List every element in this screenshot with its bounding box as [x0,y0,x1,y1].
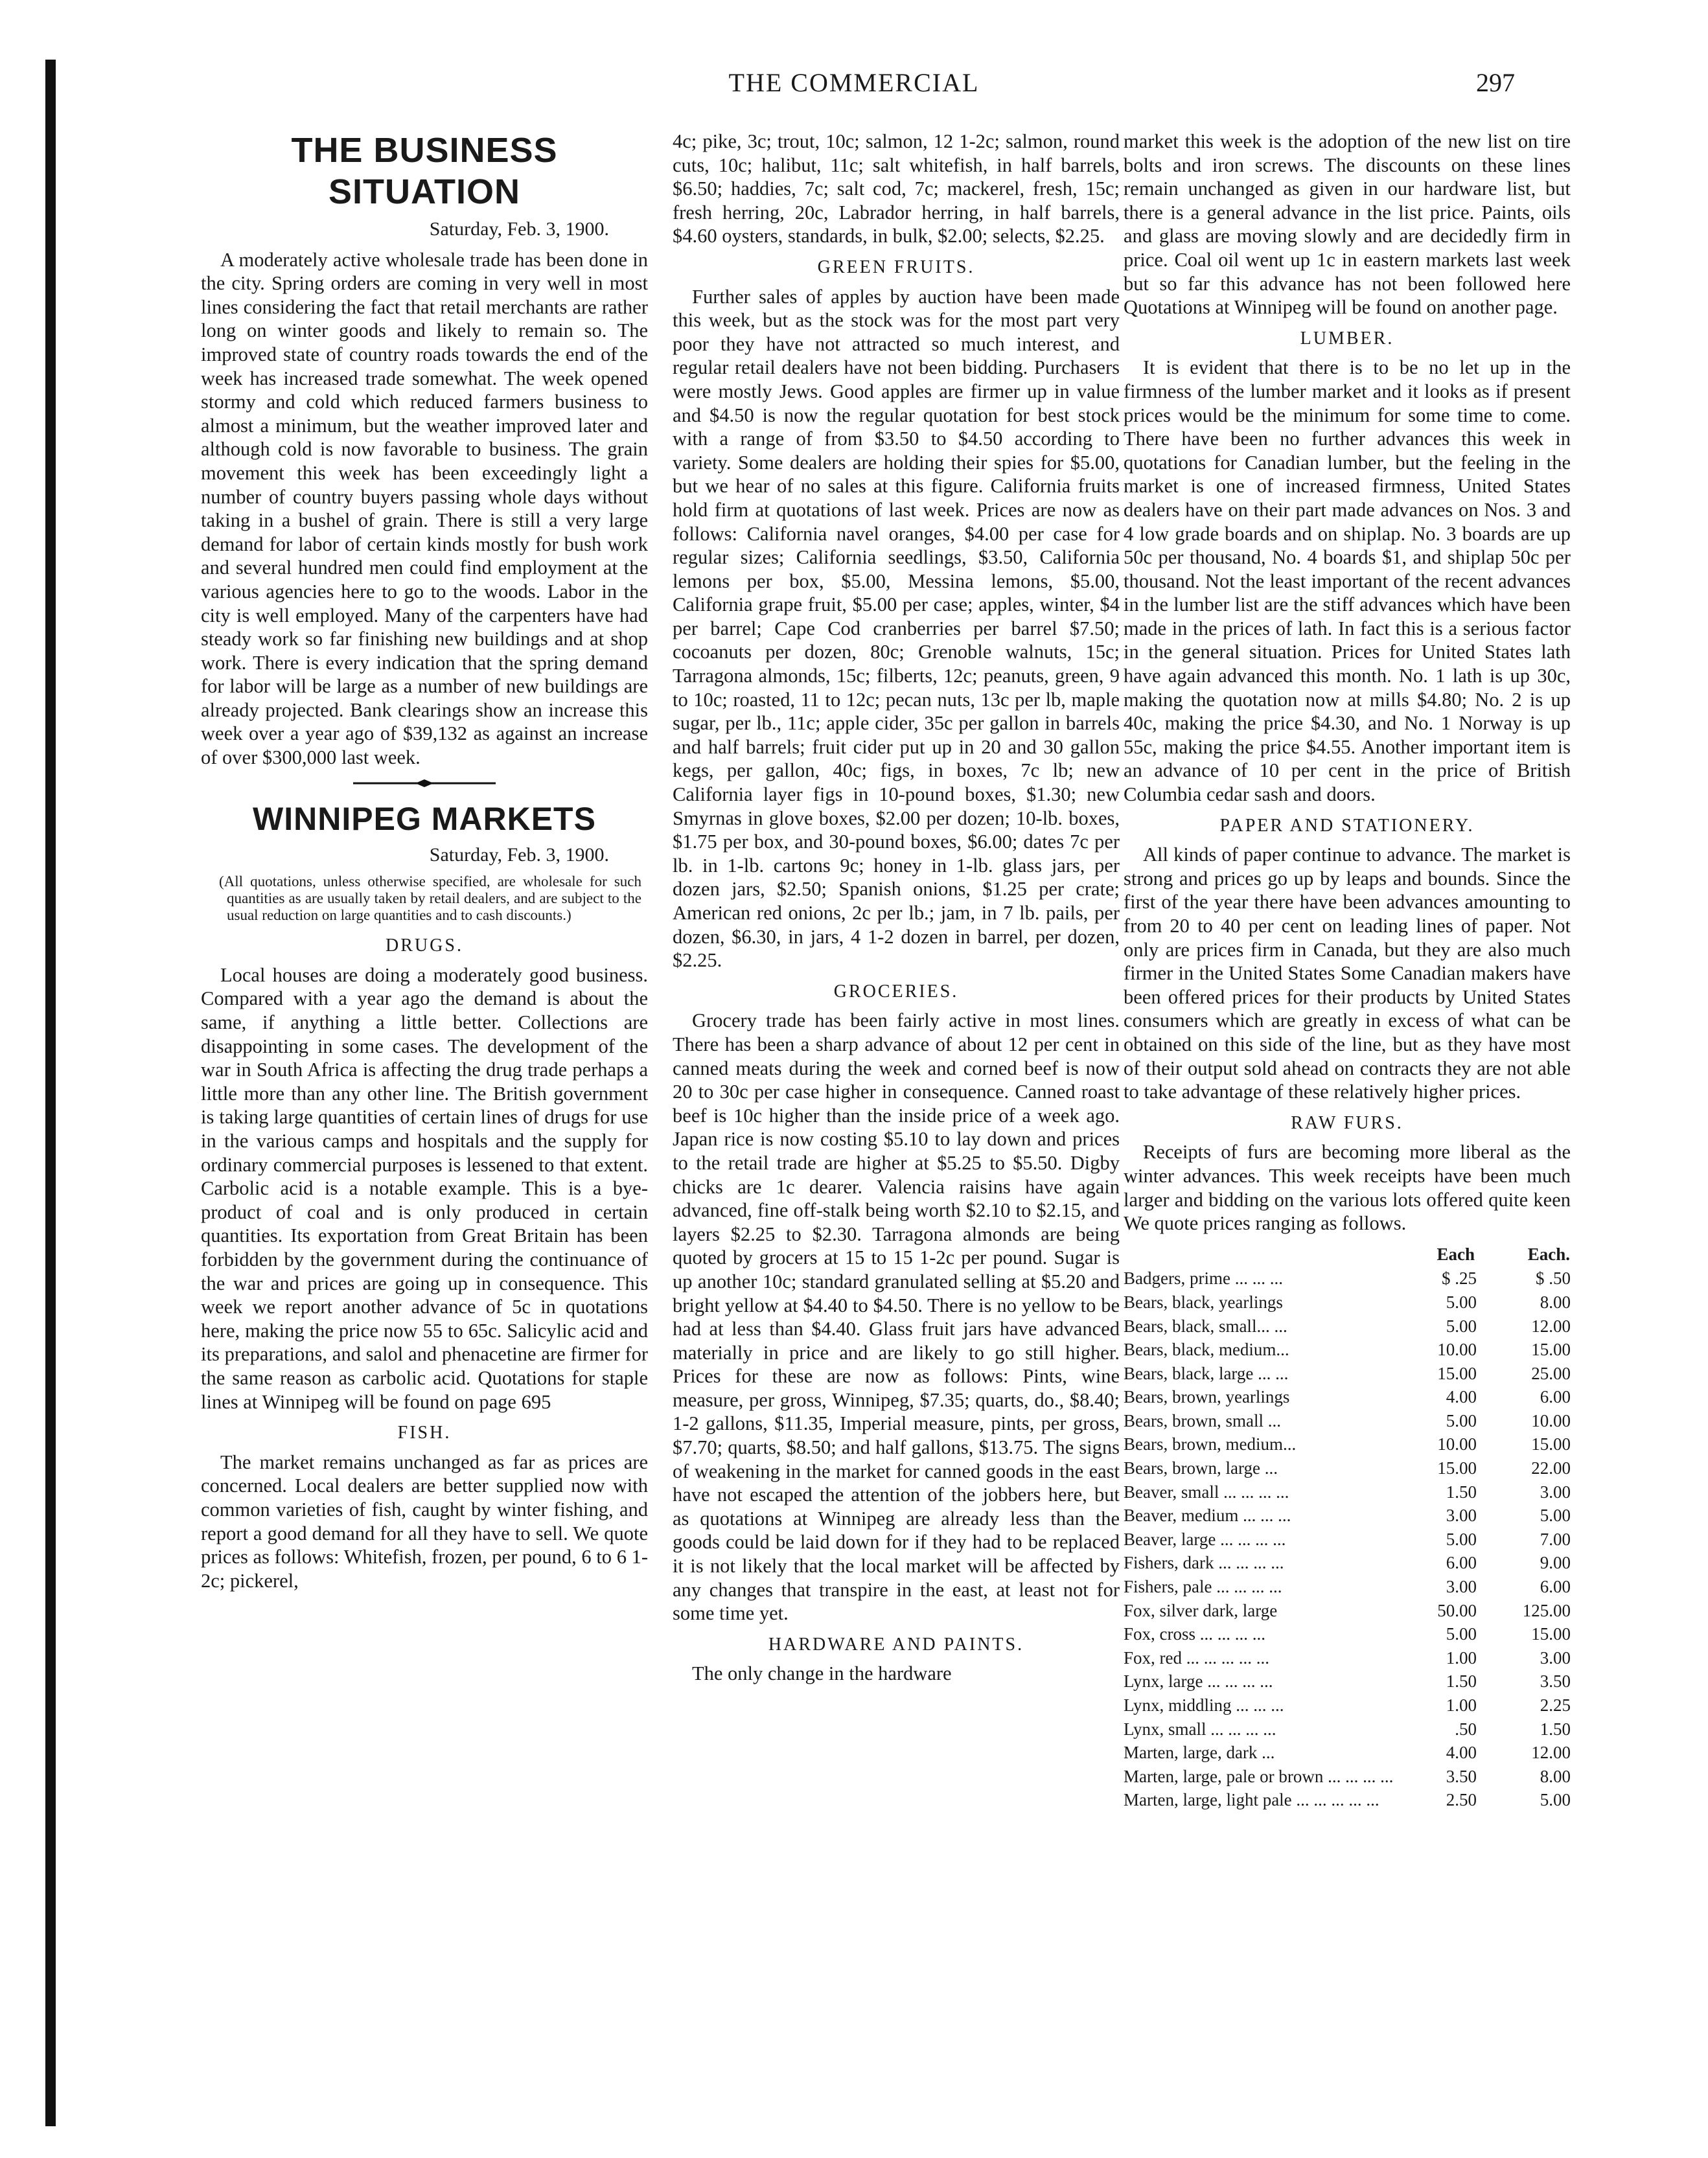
fur-name: Fox, cross ... ... ... ... [1124,1624,1266,1644]
fur-price-row [1124,1385,1571,1409]
fur-price-low: 5.00 [1446,1624,1477,1644]
fur-name: Marten, large, pale or brown ... ... ... ... [1124,1766,1394,1786]
fish-heading: FISH. [397,1423,452,1443]
fur-price-low: 5.00 [1446,1410,1477,1430]
fur-name: Marten, large, light pale ... ... ... ... ... [1124,1790,1379,1810]
fur-price-low: 2.50 [1446,1790,1477,1810]
fur-price-low: 6.00 [1446,1553,1477,1573]
fur-name: Beaver, large ... ... ... ... [1124,1529,1286,1549]
fur-price-table [1124,1267,1571,1812]
lumber-heading: LUMBER. [1300,328,1394,349]
green-fruits-heading: GREEN FRUITS. [817,257,975,277]
fur-price-high: 15.00 [1531,1624,1571,1644]
fur-col-low-header: Each [1437,1244,1475,1264]
fur-price-high: 15.00 [1531,1340,1571,1360]
fur-price-row [1124,1670,1571,1693]
fur-col-high-header: Each. [1527,1244,1570,1264]
publication-title: THE COMMERCIAL [728,68,980,97]
fur-price-row [1124,1741,1571,1765]
drugs-body: Local houses are doing a moderately good business. Compared with a year ago the demand is about the same, if anything a little better. Collections are disappointing in some cases. The development of the war in South Africa is affecting the drug trade perhaps a little more than any other line. The British government is taking large quantities of certain lines of drugs for use in the various camps and hospitals and the supply for ordinary commercial purposes is lessened to that extent. Carbolic acid is a notable example. This is a bye-product of coal and is only produced in certain quantities. Its exportation from Great Britain has been forbidden by the government during the continuance of the war and prices are going up in consequence. This week we report another advance of 5c in quotations here, making the price now 55 to 65c. Salicylic acid and its preparations, and salol and phenacetine are firmer for the same reason as carbolic acid. Quotations for staple lines at Winnipeg will be found on page 695 [201,963,648,1413]
fur-price-high: 6.00 [1540,1387,1571,1407]
fur-price-high: 10.00 [1531,1410,1571,1430]
fur-price-low: 5.00 [1446,1316,1477,1336]
hardware-body-part1: The only change in the hardware [692,1662,952,1685]
business-dateline: Saturday, Feb. 3, 1900. [429,218,609,240]
fur-price-rows [1124,1267,1571,1812]
paper-body: All kinds of paper continue to advance. The market is strong and prices go up by leaps and bounds. Since the first of the year there have been advances amounting to from 20 to 40 per cent on leading lines of paper. Not only are prices firm in Canada, but they are also much firmer in the United States Some Canadian makers have been offered prices for their products by United States consumers which are greatly in excess of what can be obtained on this side of the line, but as they have most of their output sold ahead on contracts they are not able to take advantage of these relatively higher prices. [1124,844,1571,1103]
fur-price-low: 10.00 [1437,1434,1477,1454]
lumber-body: It is evident that there is to be no let up in the firmness of the lumber market and it looks as if present prices would be the minimum for some time to come. There have been no further advances this week in quotations for Canadian lumber, but the feeling in the market is one of increased firmness, United States dealers have on their part made advances on Nos. 3 and 4 low grade boards and on shiplap. No. 3 boards are up 50c per thousand, No. 4 boards $1, and shiplap 50c per thousand. Not the least important of the recent advances in the lumber list are the stiff advances which have been made in the prices of lath. In fact this is a serious factor in the general situation. Prices for United States lath have again advanced this month. No. 1 lath is up 30c, making the quotation now at mills $4.80; No. 2 is up 40c, making the price $4.30, and No. 1 Norway is up 55c, making the price $4.55. Another important item is an advance of 10 per cent in the price of British Columbia cedar sash and doors. [1124,356,1571,806]
fur-price-high: 3.50 [1540,1671,1571,1692]
fur-price-row [1124,1717,1571,1741]
fur-price-low: 15.00 [1437,1458,1477,1478]
fur-name: Fishers, dark ... ... ... ... [1124,1553,1284,1573]
fur-price-row [1124,1788,1571,1812]
fur-price-row [1124,1362,1571,1386]
green-fruits-body: Further sales of apples by auction have been made this week, but as the stock was for the most part very poor they have not attracted so much interest, and regular retail dealers have not been bidding. Purchasers were mostly Jews. Good apples are firmer up in value and $4.50 is now the regular quotation for best stock with a range of from $3.50 to $4.50 according to variety. Some dealers are holding their spies for $5.00, but we hear of no sales at this figure. California fruits hold firm at quotations of last week. Prices are now as follows: California navel oranges, $4.00 per case for regular sizes; California seedlings, $3.50, California lemons per box, $5.00, Messina lemons, $5.00, California grape fruit, $5.00 per case; apples, winter, $4 per barrel; Cape Cod cranberries per barrel $7.50; cocoanuts per dozen, 80c; Grenoble walnuts, 15c; Tarragona almonds, 15c; filberts, 12c; peanuts, green, 9 to 10c; roasted, 11 to 12c; pecan nuts, 13c per lb, maple sugar, per lb., 11c; apple cider, 35c per gallon in barrels and half barrels; fruit cider put up in 20 and 30 gallon kegs, per gallon, 40c; figs, in boxes, 7c lb; new California layer figs in 10-pound boxes, $1.30; new Smyrnas in glove boxes, $2.00 per dozen; 10-lb. boxes, $1.75 per box, and 30-pound boxes, $6.00; dates 7c per lb. in 1-lb. cartons 9c; honey in 1-lb. glass jars, per dozen jars, $2.50; Spanish onions, $1.25 per crate; American red onions, 2c per lb.; jam, in 7 lb. pails, per dozen, $6.30, in jars, 4 1-2 dozen in barrel, per dozen, $2.25. [673,285,1120,972]
fur-price-high: $ .50 [1536,1268,1571,1289]
fur-price-row [1124,1575,1571,1599]
fur-price-row [1124,1480,1571,1504]
fur-name: Bears, brown, small ... [1124,1410,1281,1430]
fur-price-row [1124,1599,1571,1623]
fur-price-low: 3.50 [1446,1766,1477,1786]
fur-price-high: 7.00 [1540,1529,1571,1549]
fur-price-row [1124,1338,1571,1362]
fur-price-low: 15.00 [1437,1363,1477,1383]
business-situation-heading: THE BUSINESS SITUATION [291,131,558,211]
fur-price-high: 15.00 [1531,1434,1571,1454]
fur-price-row [1124,1504,1571,1528]
groceries-heading: GROCERIES. [833,981,959,1002]
fur-name: Fox, silver dark, large [1124,1600,1278,1620]
fur-price-low: 3.00 [1446,1577,1477,1597]
fur-name: Beaver, small ... ... ... ... [1124,1482,1289,1502]
fur-price-high: 125.00 [1522,1600,1571,1620]
fur-price-row [1124,1646,1571,1670]
fur-name: Bears, black, medium... [1124,1340,1289,1360]
fur-price-low: 4.00 [1446,1387,1477,1407]
fur-price-low: 3.00 [1446,1506,1477,1526]
fur-price-low: 1.00 [1446,1647,1477,1668]
hardware-body-part2: market this week is the adoption of the new list on tire bolts and iron screws. The discounts on these lines remain unchanged as given in our hardware list, but there is a general advance in the list price. Paints, oils and glass are moving slowly and are decidedly firm in price. Coal oil went up 1c in eastern markets last week but so far this advance has not been followed here Quotations at Winnipeg will be found on another page. [1124,130,1571,319]
hardware-heading: HARDWARE AND PAINTS. [768,1634,1024,1655]
fur-name: Bears, brown, large ... [1124,1458,1278,1478]
column-3 [1124,130,1571,2135]
fur-price-low: 10.00 [1437,1340,1477,1360]
fur-price-high: 6.00 [1540,1577,1571,1597]
left-margin-rule [45,60,56,2126]
fur-price-high: 3.00 [1540,1482,1571,1502]
fur-name: Lynx, small ... ... ... ... [1124,1719,1276,1739]
fur-price-row [1124,1291,1571,1314]
fur-price-row [1124,1622,1571,1646]
raw-furs-body: Receipts of furs are becoming more liberal as the winter advances. This week receipts have been much larger and bidding on the various lots offered quite keen We quote prices ranging as follows. [1124,1141,1571,1235]
fur-price-low: 5.00 [1446,1292,1477,1312]
fur-name: Fox, red ... ... ... ... ... [1124,1647,1269,1668]
fur-name: Beaver, medium ... ... ... [1124,1506,1291,1526]
groceries-body: Grocery trade has been fairly active in most lines. There has been a sharp advance of about 12 per cent in canned meats during the week and corned beef is now 20 to 30c per case higher in consequence. Canned roast beef is 10c higher than the inside price of a week ago. Japan rice is now costing $5.10 to lay down and prices to the retail trade are higher at $5.25 to $5.50. Digby chicks are 1c dearer. Valencia raisins have again advanced, fine off-stalk being worth $2.10 to $2.15, and layers $2.25 to $2.30. Tarragona almonds are being quoted by grocers at 15 to 15 1-2c per pound. Sugar is up another 10c; standard granulated selling at $5.20 and bright yellow at $4.40 to $4.50. There is no yellow to be had at less than $4.40. Glass fruit jars have advanced materially in price and are likely to go still higher. Prices for these are now as follows: Pints, wine measure, per gross, Winnipeg, $7.35; quarts, do., $8.40; 1-2 gallons, $11.35, Imperial measure, pints, per gross, $7.70; quarts, $8.50; and half gallons, $13.75. The signs of weakening in the market for canned goods in the east have not escaped the attention of the jobbers here, but as quotations at Winnipeg are already less than the goods could be laid down for if they had to be replaced it is not likely that the local market will be affected by any changes that transpire in the east, at least not for some time yet. [673,1009,1120,1625]
fish-body-part2: 4c; pike, 3c; trout, 10c; salmon, 12 1-2c; salmon, round cuts, 10c; halibut, 11c; salt whitefish, in half barrels, $6.50; haddies, 7c; salt cod, 7c; mackerel, fresh, 15c; fresh herring, 20c, Labrador herring, in half barrels, $4.60 oysters, standards, in bulk, $2.00; selects, $2.25. [673,130,1120,247]
fur-price-row [1124,1693,1571,1717]
fur-price-low: 1.00 [1446,1695,1477,1715]
fur-price-high: 5.00 [1540,1790,1571,1810]
fur-name: Marten, large, dark ... [1124,1743,1275,1763]
drugs-heading: DRUGS. [386,936,463,956]
fur-price-high: 12.00 [1531,1743,1571,1763]
fur-price-row [1124,1409,1571,1433]
fur-name: Lynx, large ... ... ... ... [1124,1671,1273,1692]
fur-price-high: 22.00 [1531,1458,1571,1478]
fur-name: Bears, brown, yearlings [1124,1387,1290,1407]
fur-name: Fishers, pale ... ... ... ... [1124,1577,1282,1597]
fur-price-low: 50.00 [1437,1600,1477,1620]
fur-price-low: 4.00 [1446,1743,1477,1763]
business-body: A moderately active wholesale trade has been done in the city. Spring orders are coming in very well in most lines considering the fact that retail merchants are rather long on winter goods and likely to remain so. The improved state of country roads towards the end of the week has increased trade somewhat. The week opened stormy and cold which reduced farmers business to almost a minimum, but the weather improved later and although cold is now favorable to business. The grain movement this week has been exceedingly light a number of country buyers passing whole days without taking in a bushel of grain. There is still a very large demand for labor of certain kinds mostly for bush work and several hundred men could find employment at the various agencies here to go to the woods. Labor in the city is well employed. Many of the carpenters have had steady work so far finishing new buildings and at shop work. There is every indication that the spring demand for labor will be large as a number of new buildings are already projected. Bank clearings show an increase this week over a year ago of $39,132 as against an increase of over $300,000 last week. [201,248,648,769]
fur-price-row [1124,1551,1571,1575]
fur-price-low: 5.00 [1446,1529,1477,1549]
fur-price-high: 8.00 [1540,1292,1571,1312]
fur-price-high: 25.00 [1531,1363,1571,1383]
fur-name: Bears, black, small... ... [1124,1316,1287,1336]
fur-price-row [1124,1314,1571,1338]
fur-price-header [1124,1242,1571,1267]
fur-price-low: 1.50 [1446,1482,1477,1502]
fur-price-high: 1.50 [1540,1719,1571,1739]
fish-body-part1: The market remains unchanged as far as prices are concerned. Local dealers are better supplied now with common varieties of fish, caught by winter fishing, and report a good demand for all they have to sell. We quote prices as follows: Whitefish, frozen, per pound, 6 to 6 1-2c; pickerel, [201,1451,648,1592]
fur-price-high: 9.00 [1540,1553,1571,1573]
fur-price-row [1124,1432,1571,1456]
raw-furs-heading: RAW FURS. [1291,1112,1403,1133]
fur-price-row [1124,1267,1571,1291]
fur-price-low: $ .25 [1442,1268,1477,1289]
winnipeg-markets-heading: WINNIPEG MARKETS [253,800,596,837]
column-1 [201,130,648,2135]
fur-price-low: .50 [1455,1719,1477,1739]
quotations-note: (All quotations, unless otherwise specified, are wholesale for such quantities as are usually taken by retail dealers, and are subject to the usual reduction on large quantities and to cash discounts.) [219,873,641,924]
fur-name: Badgers, prime ... ... ... [1124,1268,1283,1289]
fur-price-row [1124,1528,1571,1552]
fur-price-high: 5.00 [1540,1506,1571,1526]
fur-name: Lynx, middling ... ... ... [1124,1695,1284,1715]
fur-name: Bears, black, large ... ... [1124,1363,1289,1383]
fur-price-low: 1.50 [1446,1671,1477,1692]
fur-price-high: 2.25 [1540,1695,1571,1715]
fur-name: Bears, black, yearlings [1124,1292,1283,1312]
winnipeg-dateline: Saturday, Feb. 3, 1900. [429,844,609,866]
fur-price-row [1124,1765,1571,1789]
paper-heading: PAPER AND STATIONERY. [1219,815,1475,836]
column-2 [673,130,1120,2135]
fur-price-high: 8.00 [1540,1766,1571,1786]
section-divider-ornament [353,779,496,788]
running-head [0,67,1708,113]
page-number: 297 [1476,68,1515,97]
fur-price-row [1124,1456,1571,1480]
fur-price-high: 12.00 [1531,1316,1571,1336]
fur-name: Bears, brown, medium... [1124,1434,1297,1454]
fur-price-high: 3.00 [1540,1647,1571,1668]
